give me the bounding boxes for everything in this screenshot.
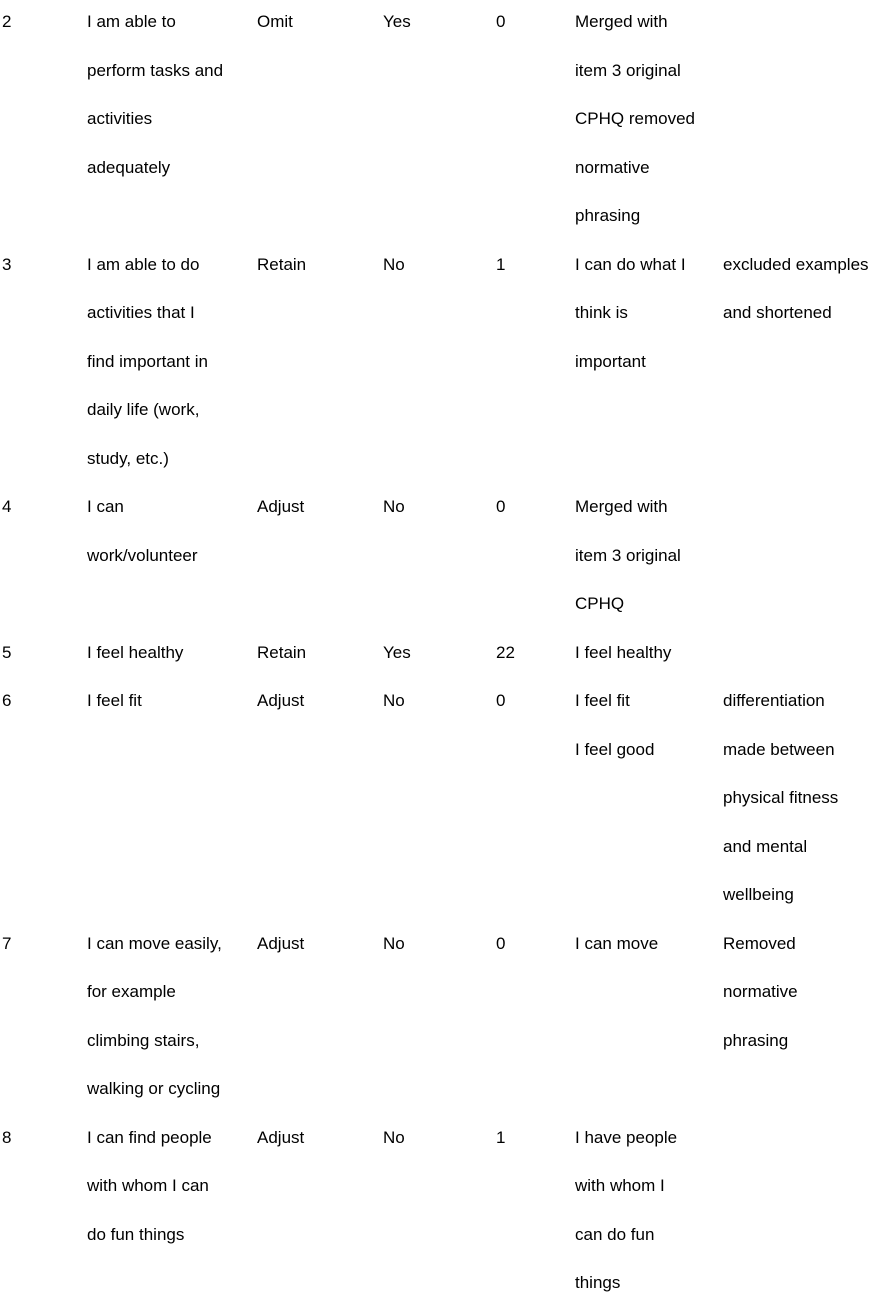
revision-note: differentiation made between physical fitness and mental wellbeing [723,691,839,904]
count: 0 [496,497,506,516]
decision: Omit [257,12,293,31]
revision-note: excluded examples and shortened [723,254,869,322]
yes-no: No [383,933,405,953]
revised-item-text: Merged with item 3 original CPHQ removed normative phrasing [575,12,695,225]
original-item-text: I can move easily, for example climbing stairs, walking or cycling [87,933,222,1098]
revised-item-text: I can move [575,933,659,953]
revised-item-text: I feel fit I feel good [575,691,655,759]
yes-no: No [383,1127,405,1147]
revised-item-text: I have people with whom I can do fun things [575,1127,678,1292]
yes-no: No [383,691,405,710]
count: 0 [496,691,506,710]
decision: Adjust [257,691,305,710]
table-row [0,629,878,678]
item-number: 4 [2,497,12,516]
yes-no: No [383,497,405,516]
original-item-text: I can work/volunteer [87,497,198,565]
original-item-text: I feel healthy [87,642,184,662]
revised-item-text: Merged with item 3 original CPHQ [575,497,681,613]
table-row [0,1114,878,1308]
original-item-text: I feel fit [87,691,142,710]
revised-item-text: I feel healthy [575,642,672,662]
item-number: 2 [2,12,12,31]
original-item-text: I can find people with whom I can do fun things [87,1127,212,1244]
item-number: 6 [2,691,12,710]
table-row [0,241,878,484]
decision: Retain [257,254,307,274]
count: 22 [496,642,515,662]
yes-no: No [383,254,405,274]
table-row [0,483,878,629]
original-item-text: I am able to do activities that I find important in daily life (work, study, etc.) [87,254,208,468]
decision: Adjust [257,933,305,953]
revised-item-text: I can do what I think is important [575,254,686,371]
table-row [0,0,878,241]
table-row [0,920,878,1114]
original-item-text: I am able to perform tasks and activities adequately [87,12,224,177]
item-number: 7 [2,933,12,953]
revision-note: Removed normative phrasing [723,933,798,1050]
decision: Adjust [257,497,305,516]
count: 0 [496,933,506,953]
decision: Retain [257,642,307,662]
yes-no: Yes [383,12,411,31]
count: 1 [496,254,506,274]
item-number: 8 [2,1127,12,1147]
item-number: 5 [2,642,12,662]
item-number: 3 [2,254,12,274]
table-row [0,677,878,920]
decision: Adjust [257,1127,305,1147]
count: 0 [496,12,506,31]
count: 1 [496,1127,506,1147]
yes-no: Yes [383,642,411,662]
